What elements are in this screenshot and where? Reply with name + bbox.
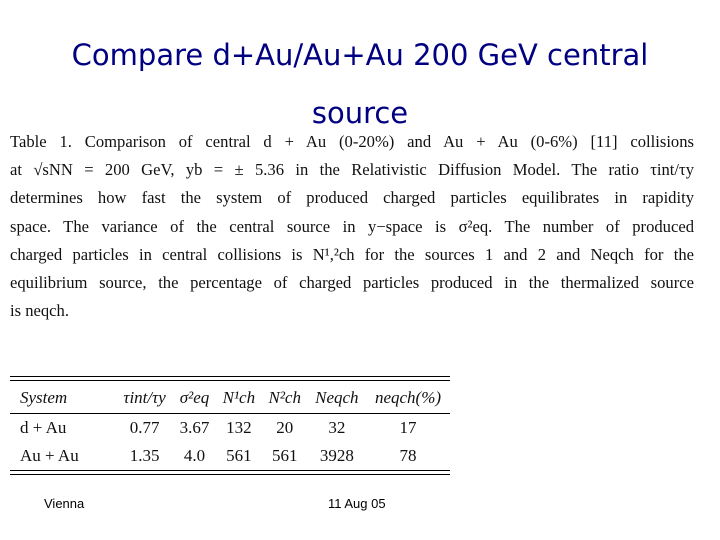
header-neqch-percent: neqch(%) — [374, 388, 442, 407]
caption-line: at √sNN = 200 GeV, yb = ± 5.36 in the Relativistic Diffusion Model. The ratio τint/τy — [10, 160, 694, 180]
caption-line: equilibrium source, the percentage of charged particles produced in the thermalized source — [10, 272, 694, 292]
caption-line: is neqch. — [10, 301, 69, 321]
cell: 0.77 — [129, 418, 160, 437]
cell: 561 — [271, 446, 298, 465]
header-n2ch: N²ch — [268, 388, 301, 407]
caption-line: determines how fast the system of produced charged particles equilibrates in rapidity — [10, 188, 694, 208]
comparison-table — [10, 376, 450, 475]
table-row — [10, 442, 450, 470]
footer-date: 11 Aug 05 — [328, 496, 386, 511]
header-tau-ratio: τint/τy — [123, 388, 166, 407]
header-system: System — [20, 388, 68, 407]
cell: 1.35 — [129, 446, 160, 465]
footer-location: Vienna — [44, 496, 85, 511]
caption-line: space. The variance of the central source in y−space is σ²eq. The number of produced — [10, 216, 694, 236]
cell: 17 — [399, 418, 417, 437]
cell: 3928 — [319, 446, 354, 465]
header-n1ch: N¹ch — [222, 388, 256, 407]
cell: 20 — [276, 418, 294, 437]
slide-title-line-2: source — [311, 96, 409, 130]
table-header-row — [10, 381, 450, 414]
cell: 4.0 — [183, 446, 206, 465]
table-row — [10, 414, 450, 443]
cell: 132 — [226, 418, 252, 437]
cell: 561 — [226, 446, 252, 465]
caption-line: Table 1. Comparison of central d + Au (0-20%) and Au + Au (0-6%) [11] collisions — [10, 132, 694, 151]
cell: 78 — [399, 446, 417, 465]
header-sigma-eq: σ²eq — [179, 388, 210, 407]
cell-system: d + Au — [20, 418, 67, 437]
cell: 32 — [328, 418, 346, 437]
slide-title — [0, 26, 720, 142]
cell: 3.67 — [179, 418, 210, 437]
header-neqch: Neqch — [315, 388, 359, 407]
cell-system: Au + Au — [20, 446, 79, 465]
caption-line: charged particles in central collisions is N¹,²ch for the sources 1 and 2 and Neqch for the — [10, 244, 694, 264]
table-caption — [10, 128, 694, 325]
slide-title-line-1: Compare d+Au/Au+Au 200 GeV central — [71, 38, 649, 72]
